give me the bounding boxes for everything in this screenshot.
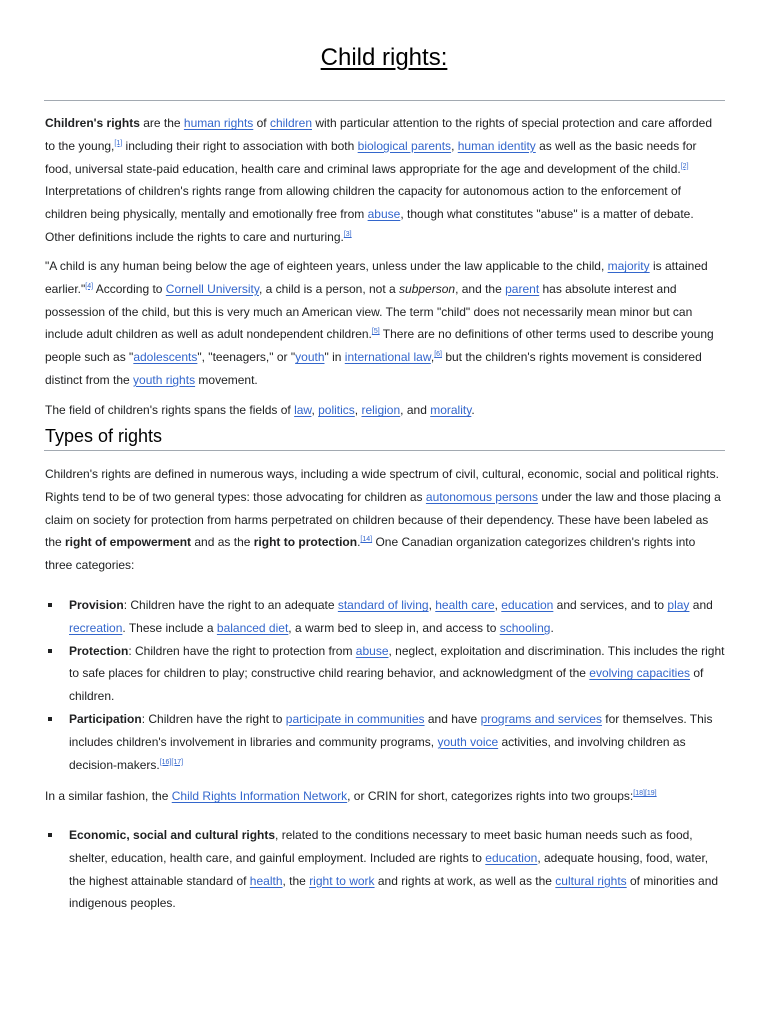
text: movement. [195, 372, 258, 387]
text: and [689, 598, 713, 612]
link-majority[interactable]: majority [607, 259, 650, 273]
text: as well as the basic needs for food, universal state-paid education, health care and criminal laws appropriate for the age and development of the child. [45, 138, 697, 176]
text: , related to the conditions necessary to meet basic human needs such as food, shelter, education, health care, and gainful employment. Included are rights to [69, 828, 693, 865]
text: but the children's rights movement is considered distinct from the [45, 350, 702, 387]
text: , a child is a person, not a [258, 281, 400, 296]
reference-5[interactable]: [5] [371, 328, 380, 336]
text: : Children have the right to [141, 711, 286, 726]
list-item-economic-social-cultural [45, 824, 725, 915]
text: ", "teenagers," or " [197, 350, 296, 365]
bold-term: Protection [69, 643, 129, 658]
link-abuse[interactable]: abuse [367, 207, 401, 222]
link-evolving-capacities[interactable]: evolving capacities [589, 666, 691, 681]
link-human-identity[interactable]: human identity [457, 138, 536, 153]
text: " in [324, 350, 345, 365]
text: One Canadian organization categorizes children's rights into three categories: [45, 535, 696, 573]
text: , though what constitutes "abuse" is a matter of debate. Other definitions include the rights to care and nurturing. [45, 207, 694, 244]
link-child-rights-information-network[interactable]: Child Rights Information Network [171, 789, 348, 803]
text: . [471, 403, 475, 417]
bullet-marker [48, 717, 52, 721]
link-international-law[interactable]: international law [344, 350, 431, 365]
text: for themselves. This includes children's involvement in libraries and community programs, [69, 711, 713, 749]
list-item-participation [45, 708, 725, 776]
link-education[interactable]: education [501, 598, 554, 612]
intro-paragraph-3 [45, 399, 725, 422]
text: , adequate housing, food, water, the highest attainable standard of [69, 850, 709, 888]
text: . [357, 535, 361, 550]
list-item-provision [45, 594, 725, 640]
section-divider [44, 450, 725, 451]
link-standard-of-living[interactable]: standard of living [337, 598, 429, 612]
text: and services, and to [553, 598, 668, 612]
link-participate-in-communities[interactable]: participate in communities [285, 711, 425, 726]
link-youth[interactable]: youth [295, 350, 325, 365]
reference-18-19[interactable]: [18][19] [633, 790, 657, 797]
title-divider [44, 100, 725, 101]
text: : Children have the right to protection from [128, 643, 356, 658]
link-biological-parents[interactable]: biological parents [357, 138, 452, 153]
link-law[interactable]: law [294, 403, 312, 417]
text: According to [93, 281, 166, 296]
link-abuse[interactable]: abuse [355, 643, 389, 658]
text: of [253, 116, 270, 130]
text: including their right to association with both [122, 138, 358, 153]
types-paragraph-2 [45, 785, 725, 808]
bold-term: Participation [69, 711, 142, 726]
link-youth-rights[interactable]: youth rights [133, 372, 196, 387]
section-heading-types-of-rights: Types of rights [45, 426, 163, 446]
page-title: Child rights: [320, 44, 448, 71]
text: with particular attention to the rights of special protection and care afforded to the young, [45, 116, 713, 153]
text: and rights at work, as well as the [374, 873, 556, 888]
bold-term: Children's rights [45, 116, 140, 130]
link-education[interactable]: education [485, 850, 538, 865]
reference-6[interactable]: [6] [434, 351, 442, 359]
text: : Children have the right to an adequate [123, 598, 338, 612]
link-health[interactable]: health [249, 873, 283, 888]
bullet-marker [48, 603, 52, 607]
text: , and [400, 403, 431, 417]
bold-term: right to protection [253, 535, 358, 550]
intro-paragraph-2 [45, 255, 725, 392]
text: , a warm bed to sleep in, and access to [288, 620, 500, 635]
link-play[interactable]: play [667, 598, 690, 612]
link-programs-and-services[interactable]: programs and services [480, 711, 602, 726]
text: , [430, 350, 435, 365]
link-autonomous-persons[interactable]: autonomous persons [425, 489, 538, 504]
categories-list [45, 594, 725, 776]
text: , the [282, 873, 310, 888]
text: , and the [455, 281, 506, 296]
text: . These include a [122, 620, 217, 635]
link-health-care[interactable]: health care [435, 598, 495, 612]
link-cornell-university[interactable]: Cornell University [165, 281, 259, 296]
text: , [428, 598, 436, 612]
types-paragraph-1 [45, 463, 725, 577]
link-politics[interactable]: politics [318, 403, 355, 417]
text: has absolute interest and possession of the child, but this is very much an American view. The term "child" does not necessarily mean minor but can include adult children as well as adult nondependent children. [45, 281, 693, 342]
text: under the law and those placing a claim on society for protection from harms perpetrated on children because of their dependency. These have been labeled as the [45, 489, 721, 550]
text: , [451, 138, 458, 153]
link-religion[interactable]: religion [361, 403, 401, 417]
bold-term: right of empowerment [65, 535, 192, 550]
text: are the [139, 116, 184, 130]
link-balanced-diet[interactable]: balanced diet [216, 620, 289, 635]
text: and as the [191, 535, 254, 550]
bold-term: Provision [69, 598, 124, 612]
italic-term: subperson [399, 281, 456, 296]
text: Children's rights are defined in numerous ways, including a wide spectrum of civil, cultural, economic, social and political rights. Rights tend to be of two general types: those advocating for children as [45, 467, 719, 504]
bullet-marker [48, 833, 52, 837]
text: is attained earlier." [45, 259, 708, 296]
reference-1[interactable]: [1] [114, 139, 123, 147]
text: There are no definitions of other terms used to describe young people such as " [45, 327, 714, 365]
text: and have [424, 711, 481, 726]
link-children[interactable]: children [269, 116, 312, 130]
link-cultural-rights[interactable]: cultural rights [555, 873, 627, 888]
text: , [494, 598, 502, 612]
link-human-rights[interactable]: human rights [183, 116, 254, 130]
text: "A child is any human being below the age of eighteen years, unless under the law applicable to the child, [45, 259, 608, 273]
reference-2[interactable]: [2] [680, 162, 689, 170]
link-parent[interactable]: parent [505, 281, 540, 296]
link-schooling[interactable]: schooling [499, 620, 551, 635]
reference-16-17[interactable]: [16][17] [159, 758, 184, 766]
reference-4[interactable]: [4] [85, 282, 94, 290]
text: , [354, 403, 362, 417]
crin-groups-list [45, 824, 725, 915]
text: activities, and involving children as decision-makers. [69, 734, 686, 772]
text: The field of children's rights spans the fields of [45, 403, 295, 417]
bold-term: Economic, social and cultural rights [69, 828, 276, 842]
text: , or CRIN for short, categorizes rights into two groups: [347, 789, 634, 803]
text: , [311, 403, 319, 417]
link-right-to-work[interactable]: right to work [309, 873, 375, 888]
reference-14[interactable]: [14] [360, 536, 373, 544]
link-recreation[interactable]: recreation [69, 620, 123, 635]
text: of minorities and indigenous peoples. [69, 873, 719, 911]
text: of children. [69, 666, 704, 704]
reference-3[interactable]: [3] [343, 230, 352, 238]
text: . [550, 620, 554, 635]
link-adolescents[interactable]: adolescents [133, 350, 198, 365]
text: In a similar fashion, the [45, 789, 172, 803]
link-youth-voice[interactable]: youth voice [437, 734, 499, 749]
bullet-marker [48, 649, 52, 653]
link-morality[interactable]: morality [430, 403, 472, 417]
intro-paragraph-1 [45, 112, 725, 249]
text: , neglect, exploitation and discrimination. This includes the right to safe places for children to play; constructive child rearing behavior, and acknowledgment of the [69, 643, 725, 681]
text: Interpretations of children's rights range from allowing children the capacity for autonomous action to the enforcement of children being physically, mentally and emotionally free from [45, 184, 681, 222]
list-item-protection [45, 640, 725, 708]
